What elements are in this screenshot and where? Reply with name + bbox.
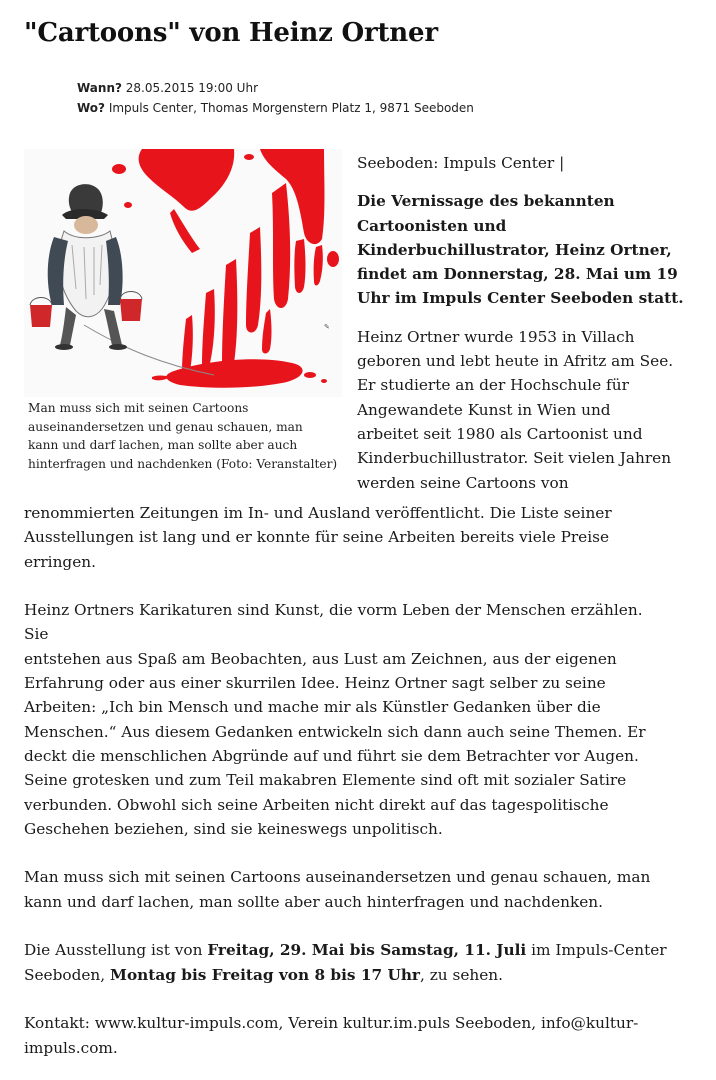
exhibition-line <box>24 963 694 987</box>
art-line: Sie <box>24 625 49 644</box>
article-lead <box>357 189 702 310</box>
art-line: Erfahrung oder aus einer skurrilen Idee. Heinz Ortner sagt selber zu seine <box>24 674 606 693</box>
bio-line: geboren und lebt heute in Afritz am See. <box>357 352 674 371</box>
cartoon-image <box>24 149 342 397</box>
caption-line: auseinandersetzen und genau schauen, man <box>28 419 303 434</box>
exhibition-text: Seeboden, <box>24 965 111 984</box>
lead-line: Uhr im Impuls Center Seeboden statt. <box>357 289 684 308</box>
art-line: Heinz Ortners Karikaturen sind Kunst, die vorm Leben der Menschen erzählen. <box>24 601 643 620</box>
exhibition-text: Die Ausstellung ist von <box>24 941 208 960</box>
bio-line: Kinderbuchillustrator. Seit vielen Jahren <box>357 449 672 468</box>
lead-line: findet am Donnerstag, 28. Mai um 19 <box>357 265 678 284</box>
article-title: "Cartoons" von Heinz Ortner <box>24 18 438 48</box>
event-when-value: 28.05.2015 19:00 Uhr <box>121 81 259 95</box>
article-figure <box>24 149 342 473</box>
caption-line: hinterfragen und nachdenken (Foto: Veranstalter) <box>28 456 338 471</box>
lead-line: Die Vernissage des bekannten <box>357 192 615 211</box>
svg-text:✎: ✎ <box>324 323 330 331</box>
bio-line: renommierten Zeitungen im In- und Ausland veröffentlicht. Die Liste seiner <box>24 504 612 522</box>
event-when <box>77 81 258 95</box>
art-line: deckt die menschlichen Abgründe auf und führt sie dem Betrachter vor Augen. <box>24 746 639 765</box>
exhibition-line <box>24 938 694 962</box>
bio-line: Er studierte an der Hochschule für <box>357 376 629 395</box>
event-where-label: Wo? <box>77 101 106 115</box>
bio-line: Ausstellungen ist lang und er konnte für seine Arbeiten bereits viele Preise <box>24 528 610 547</box>
event-where <box>77 101 474 115</box>
lead-line: Cartoonisten und <box>357 216 507 235</box>
bio-line: erringen. <box>24 552 96 571</box>
bio-line: werden seine Cartoons von <box>357 473 569 492</box>
article-location: Seeboden: Impuls Center | <box>357 154 565 172</box>
bio-line: Angewandete Kunst in Wien und <box>357 400 611 419</box>
art-line: Seine grotesken und zum Teil makabren Elemente sind oft mit sozialer Satire <box>24 771 627 790</box>
figure-caption <box>24 399 344 473</box>
quote-line: kann und darf lachen, man sollte aber auch hinterfragen und nachdenken. <box>24 892 604 911</box>
exhibition-text: im Impuls-Center <box>526 941 667 960</box>
caption-line: Man muss sich mit seinen Cartoons <box>28 401 249 415</box>
art-line: Geschehen beziehen, sind sie keineswegs unpolitisch. <box>24 819 443 838</box>
event-when-label: Wann? <box>77 81 122 95</box>
lead-line: Kinderbuchillustrator, Heinz Ortner, <box>357 240 672 259</box>
art-line: Arbeiten: „Ich bin Mensch und mache mir als Künstler Gedanken über die <box>24 698 601 717</box>
bio-line: arbeitet seit 1980 als Cartoonist und <box>357 424 643 443</box>
art-line: entstehen aus Spaß am Beobachten, aus Lust am Zeichnen, aus der eigenen <box>24 649 617 668</box>
exhibition-hours: Montag bis Freitag von 8 bis 17 Uhr <box>110 965 420 984</box>
exhibition-dates: Freitag, 29. Mai bis Samstag, 11. Juli <box>207 941 527 960</box>
article-body <box>24 501 694 1060</box>
bio-line: Heinz Ortner wurde 1953 in Villach <box>357 327 635 346</box>
contact-line: Kontakt: www.kultur-impuls.com, Verein kultur.im.puls Seeboden, info@kultur- <box>24 1014 639 1033</box>
event-where-value: Impuls Center, Thomas Morgenstern Platz 1, 9871 Seeboden <box>105 101 474 115</box>
art-line: Menschen.“ Aus diesem Gedanken entwickeln sich dann auch seine Themen. Er <box>24 722 646 741</box>
exhibition-text: , zu sehen. <box>420 965 504 984</box>
caption-line: kann und darf lachen, man sollte aber auch <box>28 438 298 452</box>
quote-line: Man muss sich mit seinen Cartoons auseinandersetzen und genau schauen, man <box>24 868 651 887</box>
contact-line: impuls.com. <box>24 1038 118 1057</box>
art-line: verbunden. Obwohl sich seine Arbeiten nicht direkt auf das tagespolitische <box>24 795 609 814</box>
article-side-column <box>357 151 702 495</box>
bio-paragraph-start <box>357 325 702 495</box>
